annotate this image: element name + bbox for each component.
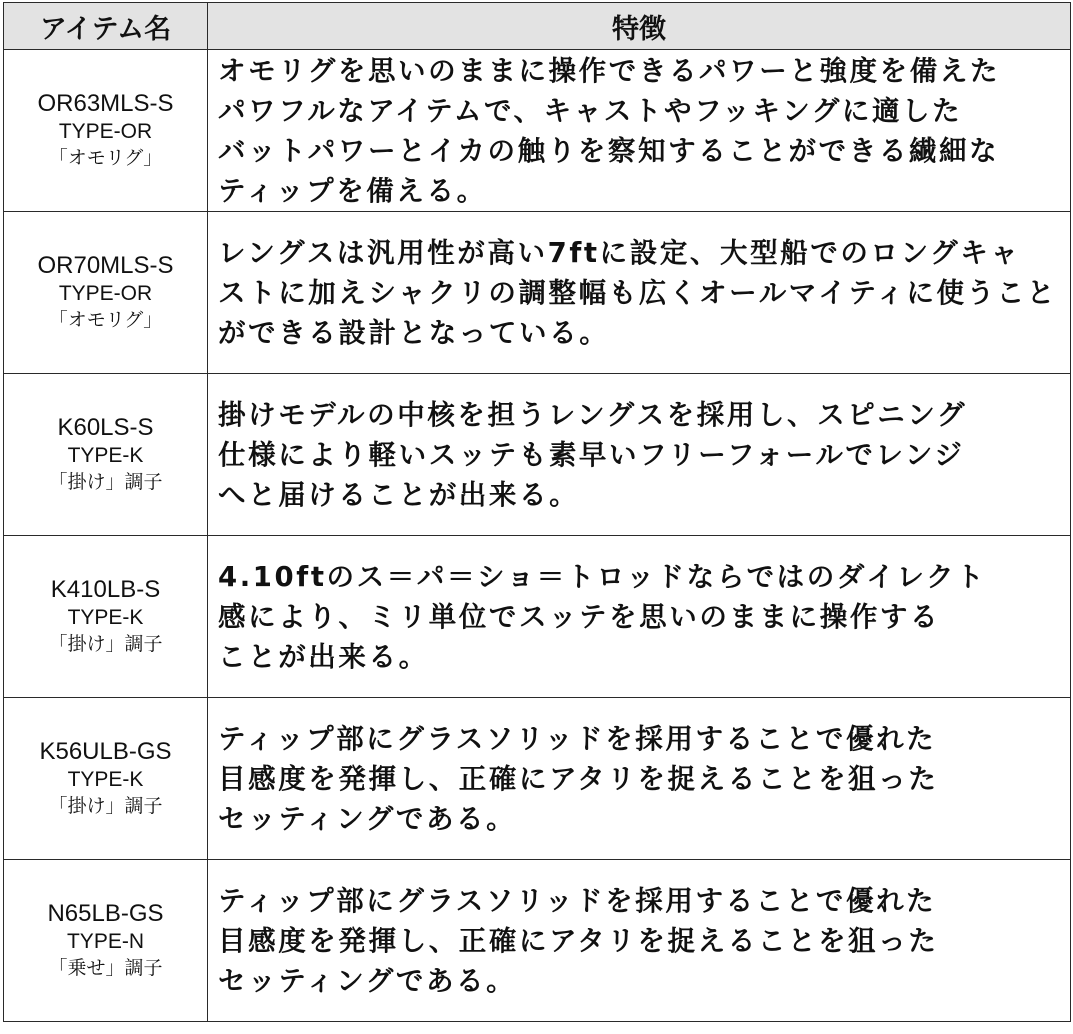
item-name-cell <box>4 536 208 698</box>
tune-label: 「掛け」調子 <box>48 795 163 817</box>
model-code: OR63MLS-S <box>37 90 174 117</box>
feature-text-line: ティップ部にグラスソリッドを採用することで優れた <box>218 722 937 755</box>
feature-text-line: ティップ部にグラスソリッドを採用することで優れた <box>218 884 937 917</box>
tune-label: 「オモリグ」 <box>48 147 163 169</box>
feature-text-line: バットパワーとイカの触りを察知することができる繊細な <box>218 134 1000 167</box>
item-name-cell <box>4 374 208 536</box>
feature-text-line: 目感度を発揮し、正確にアタリを捉えることを狙った <box>218 762 939 795</box>
model-code: K60LS-S <box>57 414 154 441</box>
item-name-cell <box>4 212 208 374</box>
item-name-cell <box>4 50 208 212</box>
tune-label: 「乗せ」調子 <box>48 957 163 979</box>
feature-text-line: 掛けモデルの中核を担うレングスを採用し、スピニング <box>218 398 968 431</box>
feature-text-line: ティップを備える。 <box>218 174 487 207</box>
feature-text-line: 目感度を発揮し、正確にアタリを捉えることを狙った <box>218 924 939 957</box>
feature-text-line: ストに加えシャクリの調整幅も広くオールマイティに使うこと <box>218 276 1057 309</box>
spec-table <box>3 2 1071 1022</box>
type-label: TYPE-K <box>67 444 144 467</box>
feature-cell <box>208 374 1071 536</box>
feature-text-line: セッティングである。 <box>218 802 517 835</box>
feature-cell <box>208 212 1071 374</box>
feature-text-line: オモリグを思いのままに操作できるパワーと強度を備えた <box>218 54 1001 87</box>
feature-text-line: ができる設計となっている。 <box>218 316 610 349</box>
table-row <box>4 698 1071 860</box>
table-row <box>4 50 1071 212</box>
table-row <box>4 860 1071 1022</box>
tune-label: 「オモリグ」 <box>48 309 163 331</box>
tune-label: 「掛け」調子 <box>48 471 163 493</box>
feature-cell <box>208 50 1071 212</box>
feature-text-line: 感により、ミリ単位でスッテを思いのままに操作する <box>218 600 941 633</box>
feature-text-line: セッティングである。 <box>218 964 517 997</box>
header-features: 特徴 <box>208 3 1071 50</box>
feature-text-line: 4.10ftのス＝パ＝ショ＝トロッドならではのダイレクト <box>218 560 987 593</box>
type-label: TYPE-K <box>67 768 144 791</box>
table-row <box>4 536 1071 698</box>
feature-cell <box>208 698 1071 860</box>
type-label: TYPE-OR <box>58 120 153 143</box>
table-row <box>4 374 1071 536</box>
header-item-name: アイテム名 <box>4 3 208 50</box>
type-label: TYPE-OR <box>58 282 153 305</box>
model-code: K410LB-S <box>50 576 161 603</box>
feature-text-line: 仕様により軽いスッテも素早いフリーフォールでレンジ <box>218 438 965 471</box>
feature-text-line: ことが出来る。 <box>218 640 429 673</box>
feature-text-line: パワフルなアイテムで、キャストやフッキングに適した <box>218 94 963 127</box>
type-label: TYPE-N <box>66 930 144 953</box>
table-row <box>4 212 1071 374</box>
item-name-cell <box>4 860 208 1022</box>
feature-cell <box>208 536 1071 698</box>
feature-text-line: レングスは汎用性が高い7ftに設定、大型船でのロングキャ <box>218 236 1021 269</box>
tune-label: 「掛け」調子 <box>48 633 163 655</box>
type-label: TYPE-K <box>67 606 144 629</box>
model-code: K56ULB-GS <box>39 738 172 765</box>
model-code: OR70MLS-S <box>37 252 174 279</box>
feature-cell <box>208 860 1071 1022</box>
model-code: N65LB-GS <box>47 900 164 927</box>
feature-text-line: へと届けることが出来る。 <box>218 478 580 511</box>
header-row <box>4 3 1071 50</box>
item-name-cell <box>4 698 208 860</box>
